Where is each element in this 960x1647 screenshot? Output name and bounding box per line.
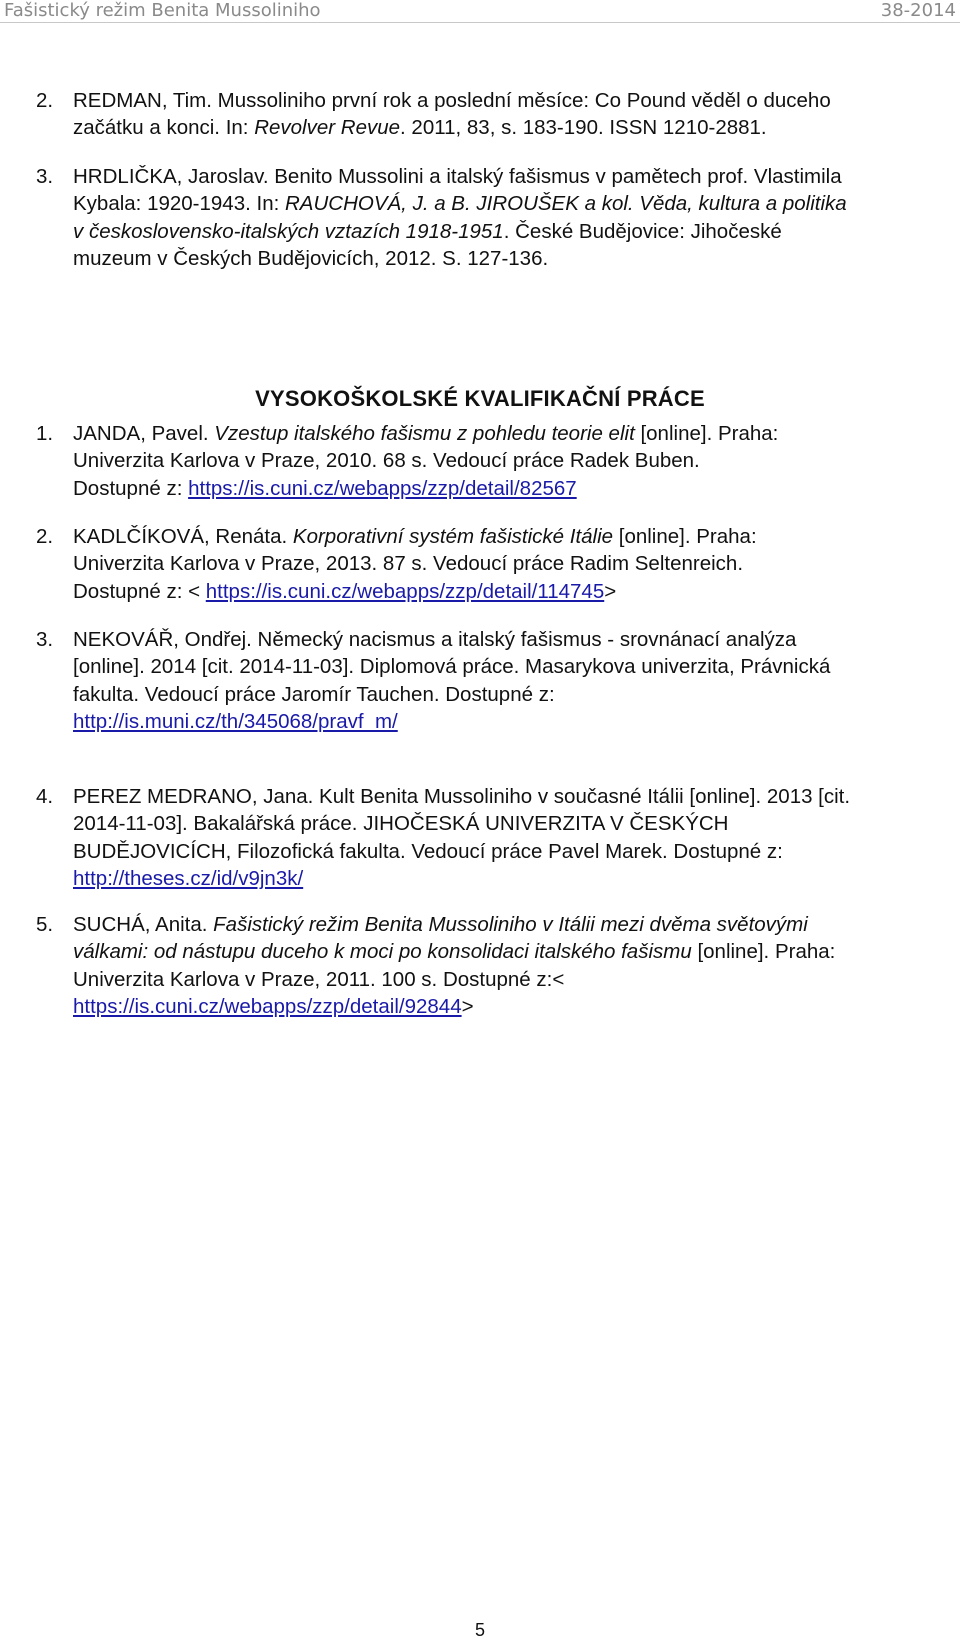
reference-line — [73, 708, 954, 735]
reference-line — [73, 911, 954, 938]
reference-text-segment: Univerzita Karlova v Praze, 2013. 87 s. Vedoucí práce Radim Seltenreich. — [73, 552, 744, 576]
reference-italic-text: Revolver Revue — [254, 116, 401, 140]
reference-text-segment: REDMAN, Tim. Mussoliniho první rok a poslední měsíce: Co Pound věděl o duceho — [73, 89, 831, 112]
reference-italic-text: válkami: od nástupu duceho k moci po konsolidaci italského fašismu — [73, 940, 692, 964]
reference-text-segment: 2014-11-03]. Bakalářská práce. JIHOČESKÁ UNIVERZITA V ČESKÝCH — [73, 812, 729, 836]
reference-line — [73, 190, 954, 217]
reference-text-segment: Kybala: 1920-1943. In: — [73, 192, 285, 216]
reference-line — [73, 966, 954, 993]
reference-line — [73, 865, 954, 892]
header-issue: 38-2014 — [880, 0, 956, 21]
reference-number: 1. — [36, 422, 54, 445]
reference-line — [73, 245, 954, 272]
reference-entry — [36, 420, 954, 502]
reference-text-segment: Univerzita Karlova v Praze, 2010. 68 s. Vedoucí práce Radek Buben. — [73, 449, 700, 473]
reference-italic-text: Vzestup italského fašismu z pohledu teorie elit — [214, 422, 635, 445]
reference-text-segment: HRDLIČKA, Jaroslav. Benito Mussolini a italský fašismus v pamětech prof. Vlastimila — [73, 165, 842, 188]
reference-text-segment: Dostupné z: < — [73, 579, 206, 603]
reference-entry — [36, 626, 954, 735]
reference-entry — [36, 783, 954, 892]
reference-text — [73, 87, 954, 142]
reference-text-segment: [online]. Praha: — [613, 525, 757, 548]
header-title: Fašistický režim Benita Mussoliniho — [4, 0, 321, 21]
reference-text — [73, 626, 954, 735]
reference-text-segment: NEKOVÁŘ, Ondřej. Německý nacismus a italský fašismus - srovnánací analýza — [73, 628, 797, 651]
reference-link[interactable]: https://is.cuni.cz/webapps/zzp/detail/92844 — [73, 994, 462, 1018]
reference-link[interactable]: https://is.cuni.cz/webapps/zzp/detail/82567 — [188, 476, 577, 500]
page-number: 5 — [474, 1620, 485, 1640]
reference-text-segment: Dostupné z: — [73, 476, 189, 500]
reference-italic-text: Fašistický režim Benita Mussoliniho v Itálii mezi dvěma světovými — [213, 913, 808, 936]
reference-text-segment: JANDA, Pavel. — [73, 422, 215, 445]
reference-text-segment: SUCHÁ, Anita. — [73, 913, 214, 936]
reference-number: 3. — [36, 165, 54, 188]
reference-text-segment: BUDĚJOVICÍCH, Filozofická fakulta. Vedoucí práce Pavel Marek. Dostupné z: — [73, 839, 783, 863]
reference-line — [73, 810, 954, 837]
running-header — [0, 0, 960, 23]
reference-line — [73, 626, 954, 653]
reference-italic-text: Korporativní systém fašistické Itálie — [292, 525, 614, 548]
section-heading: VYSOKOŠKOLSKÉ KVALIFIKAČNÍ PRÁCE — [255, 386, 705, 411]
reference-text-segment: > — [461, 994, 474, 1018]
reference-number: 3. — [36, 628, 54, 651]
reference-entry — [36, 87, 954, 142]
reference-text-segment: KADLČÍKOVÁ, Renáta. — [73, 525, 293, 548]
reference-line — [73, 447, 954, 474]
reference-text-segment: PEREZ MEDRANO, Jana. Kult Benita Mussoliniho v současné Itálii [online]. 2013 [cit. — [73, 785, 851, 808]
reference-italic-text: v československo-italských vztazích 1918-1951 — [73, 219, 504, 243]
reference-number: 4. — [36, 785, 54, 808]
reference-entry — [36, 911, 954, 1020]
reference-number: 2. — [36, 89, 54, 112]
reference-text — [73, 911, 954, 1020]
reference-text — [73, 523, 954, 605]
reference-line — [73, 475, 954, 502]
reference-link[interactable]: http://theses.cz/id/v9jn3k/ — [73, 866, 304, 890]
reference-line — [73, 993, 954, 1020]
reference-line — [73, 87, 954, 114]
reference-line — [73, 114, 954, 141]
reference-line — [73, 938, 954, 965]
reference-text — [73, 420, 954, 502]
reference-text-segment: začátku a konci. In: — [73, 116, 255, 140]
reference-text-segment: muzeum v Českých Budějovicích, 2012. S. 127-136. — [73, 246, 549, 270]
reference-text-segment: Univerzita Karlova v Praze, 2011. 100 s. Dostupné z:< — [73, 967, 565, 991]
reference-line — [73, 163, 954, 190]
reference-line — [73, 218, 954, 245]
reference-entry — [36, 523, 954, 605]
reference-text — [73, 163, 954, 272]
reference-line — [73, 783, 954, 810]
reference-link[interactable]: https://is.cuni.cz/webapps/zzp/detail/114745 — [205, 579, 605, 603]
reference-text-segment: . České Budějovice: Jihočeské — [503, 219, 782, 243]
reference-line — [73, 653, 954, 680]
reference-entry — [36, 163, 954, 272]
reference-line — [73, 681, 954, 708]
reference-text-segment: fakulta. Vedoucí práce Jaromír Tauchen. Dostupné z: — [73, 682, 555, 706]
reference-text-segment: > — [604, 579, 617, 603]
reference-line — [73, 523, 954, 550]
reference-italic-text: RAUCHOVÁ, J. a B. JIROUŠEK a kol. Věda, kultura a politika — [285, 192, 847, 216]
reference-text-segment: [online]. Praha: — [691, 940, 836, 964]
reference-link[interactable]: http://is.muni.cz/th/345068/pravf_m/ — [73, 709, 398, 733]
reference-line — [73, 838, 954, 865]
reference-line — [73, 578, 954, 605]
reference-text — [73, 783, 954, 892]
reference-text-segment: . 2011, 83, s. 183-190. ISSN 1210-2881. — [400, 116, 767, 140]
reference-line — [73, 420, 954, 447]
reference-number: 5. — [36, 913, 54, 936]
reference-line — [73, 550, 954, 577]
reference-number: 2. — [36, 525, 54, 548]
reference-text-segment: [online]. Praha: — [634, 422, 779, 445]
reference-text-segment: [online]. 2014 [cit. 2014-11-03]. Diplomová práce. Masarykova univerzita, Právnická — [73, 655, 831, 679]
